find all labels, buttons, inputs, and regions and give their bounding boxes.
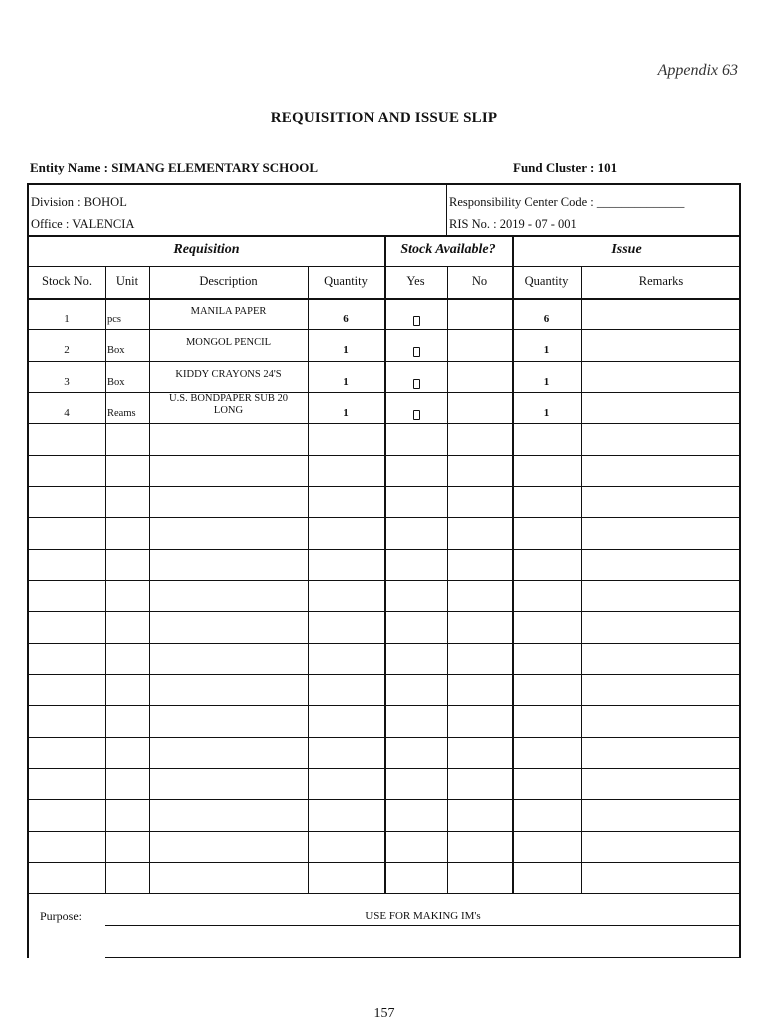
row-issue-quantity: 1 (543, 376, 550, 388)
row-line (29, 893, 739, 894)
requisition-form (27, 183, 741, 958)
section-divider (512, 235, 514, 893)
entity-name (30, 160, 318, 176)
requisition-header: Requisition (173, 242, 240, 257)
row-stock-no: 1 (64, 313, 70, 325)
fund-cluster (513, 160, 617, 176)
entity-name-value: SIMANG ELEMENTARY SCHOOL (111, 160, 319, 175)
row-unit: Box (107, 377, 125, 388)
entity-name-label: Entity Name : (30, 160, 108, 175)
row-quantity: 1 (343, 407, 349, 419)
column-line (149, 266, 150, 893)
appendix-label: Appendix 63 (657, 62, 738, 79)
purpose-line (105, 925, 739, 926)
purpose-line (105, 957, 739, 958)
row-quantity: 6 (343, 313, 349, 325)
row-quantity: 1 (343, 376, 349, 388)
ris-number-field: RIS No. : 2019 - 07 - 001 (449, 217, 577, 231)
column-remarks: Remarks (638, 274, 684, 288)
fund-cluster-label: Fund Cluster : (513, 160, 595, 175)
row-unit: Box (107, 345, 125, 356)
row-description: MANILA PAPER (190, 306, 267, 317)
row-stock-no: 3 (64, 376, 70, 388)
column-quantity: Quantity (324, 274, 368, 288)
row-description: KIDDY CRAYONS 24'S (175, 369, 282, 380)
row-unit: pcs (107, 314, 121, 325)
row-stock-no: 2 (64, 344, 70, 356)
row-description: MONGOL PENCIL (185, 337, 272, 348)
responsibility-center-field: Responsibility Center Code : ______________ (449, 195, 685, 209)
column-line (447, 266, 448, 893)
row-issue-quantity: 1 (543, 344, 550, 356)
purpose-label: Purpose: (40, 909, 82, 923)
yes-check-box[interactable] (413, 410, 420, 420)
row-quantity: 1 (343, 344, 349, 356)
info-divider (446, 185, 447, 236)
row-issue-quantity: 6 (543, 313, 550, 325)
yes-check-box[interactable] (413, 379, 420, 389)
column-line (581, 266, 582, 893)
fund-cluster-value: 101 (597, 160, 618, 175)
column-unit: Unit (115, 274, 139, 288)
row-issue-quantity: 1 (543, 407, 550, 419)
section-divider (384, 235, 386, 893)
column-stock-no: Stock No. (42, 274, 92, 288)
column-issue-quantity: Quantity (524, 274, 569, 288)
column-description: Description (199, 274, 258, 288)
row-stock-no: 4 (64, 407, 70, 419)
row-description: U.S. BONDPAPER SUB 20 LONG (169, 393, 288, 416)
issue-header: Issue (611, 242, 642, 257)
page-number: 157 (373, 1006, 395, 1021)
column-no: No (471, 274, 488, 288)
division-field: Division : BOHOL (31, 195, 127, 209)
column-line (308, 266, 309, 893)
column-yes: Yes (406, 274, 425, 288)
stock-available-header: Stock Available? (400, 242, 496, 257)
office-field: Office : VALENCIA (31, 217, 135, 231)
yes-check-box[interactable] (413, 316, 420, 326)
form-title: REQUISITION AND ISSUE SLIP (270, 110, 498, 126)
row-unit: Reams (107, 408, 136, 419)
column-line (105, 266, 106, 893)
yes-check-box[interactable] (413, 347, 420, 357)
purpose-value: USE FOR MAKING IM's (365, 910, 481, 922)
